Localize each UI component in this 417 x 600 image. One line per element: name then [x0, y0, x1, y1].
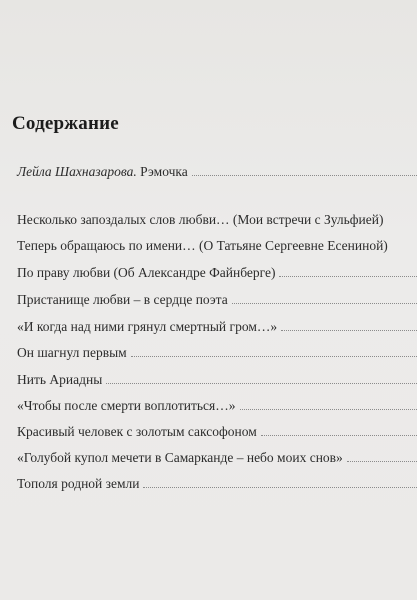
dot-leader: [143, 486, 417, 488]
toc-entry-title: Теперь обращаюсь по имени… (О Татьяне Сергеевне Есениной): [17, 238, 388, 253]
dot-leader: [240, 408, 417, 410]
toc-entry[interactable]: [17, 446, 417, 466]
toc-entry-title: «Чтобы после смерти воплотиться…»: [17, 398, 236, 413]
toc-entry-title: Пристанище любви – в сердце поэта: [17, 292, 228, 307]
toc-entry-title: Тополя родной земли: [17, 476, 140, 491]
dot-leader: [192, 174, 417, 176]
toc-entry[interactable]: [17, 208, 417, 228]
toc-entry-title: Нить Ариадны: [17, 372, 103, 387]
dot-leader: [261, 434, 417, 436]
dot-leader: [281, 329, 417, 331]
toc-entry-intro-title: [17, 164, 188, 180]
toc-entry[interactable]: [17, 261, 417, 281]
toc-entry[interactable]: [17, 234, 417, 254]
toc-entry-title: «Голубой купол мечети в Самарканде – небо моих снов»: [17, 450, 343, 465]
intro-title: Рэмочка: [136, 164, 188, 179]
toc-entry[interactable]: [17, 368, 417, 388]
toc-entry-title: Несколько запоздалых слов любви… (Мои встречи с Зульфией): [17, 212, 384, 227]
dot-leader: [106, 382, 417, 384]
dot-leader: [131, 355, 417, 357]
toc-entry[interactable]: [17, 288, 417, 308]
dot-leader: [232, 302, 417, 304]
contents-heading: Содержание: [12, 113, 119, 134]
toc-entry[interactable]: [17, 341, 417, 361]
toc-entry-title: Красивый человек с золотым саксофоном: [17, 424, 257, 439]
dot-leader: [347, 460, 417, 462]
toc-entry-intro[interactable]: [17, 160, 417, 180]
dot-leader: [279, 275, 417, 277]
intro-author: Лейла Шахназарова.: [17, 164, 137, 179]
toc-entry-title: По праву любви (Об Александре Файнберге): [17, 265, 276, 280]
toc-entry[interactable]: [17, 394, 417, 414]
toc-entry[interactable]: [17, 472, 417, 492]
toc-entry[interactable]: [17, 315, 417, 335]
toc-entry-title: «И когда над ними грянул смертный гром…»: [17, 319, 278, 334]
toc-entry[interactable]: [17, 420, 417, 440]
toc-entry-title: Он шагнул первым: [17, 345, 127, 360]
